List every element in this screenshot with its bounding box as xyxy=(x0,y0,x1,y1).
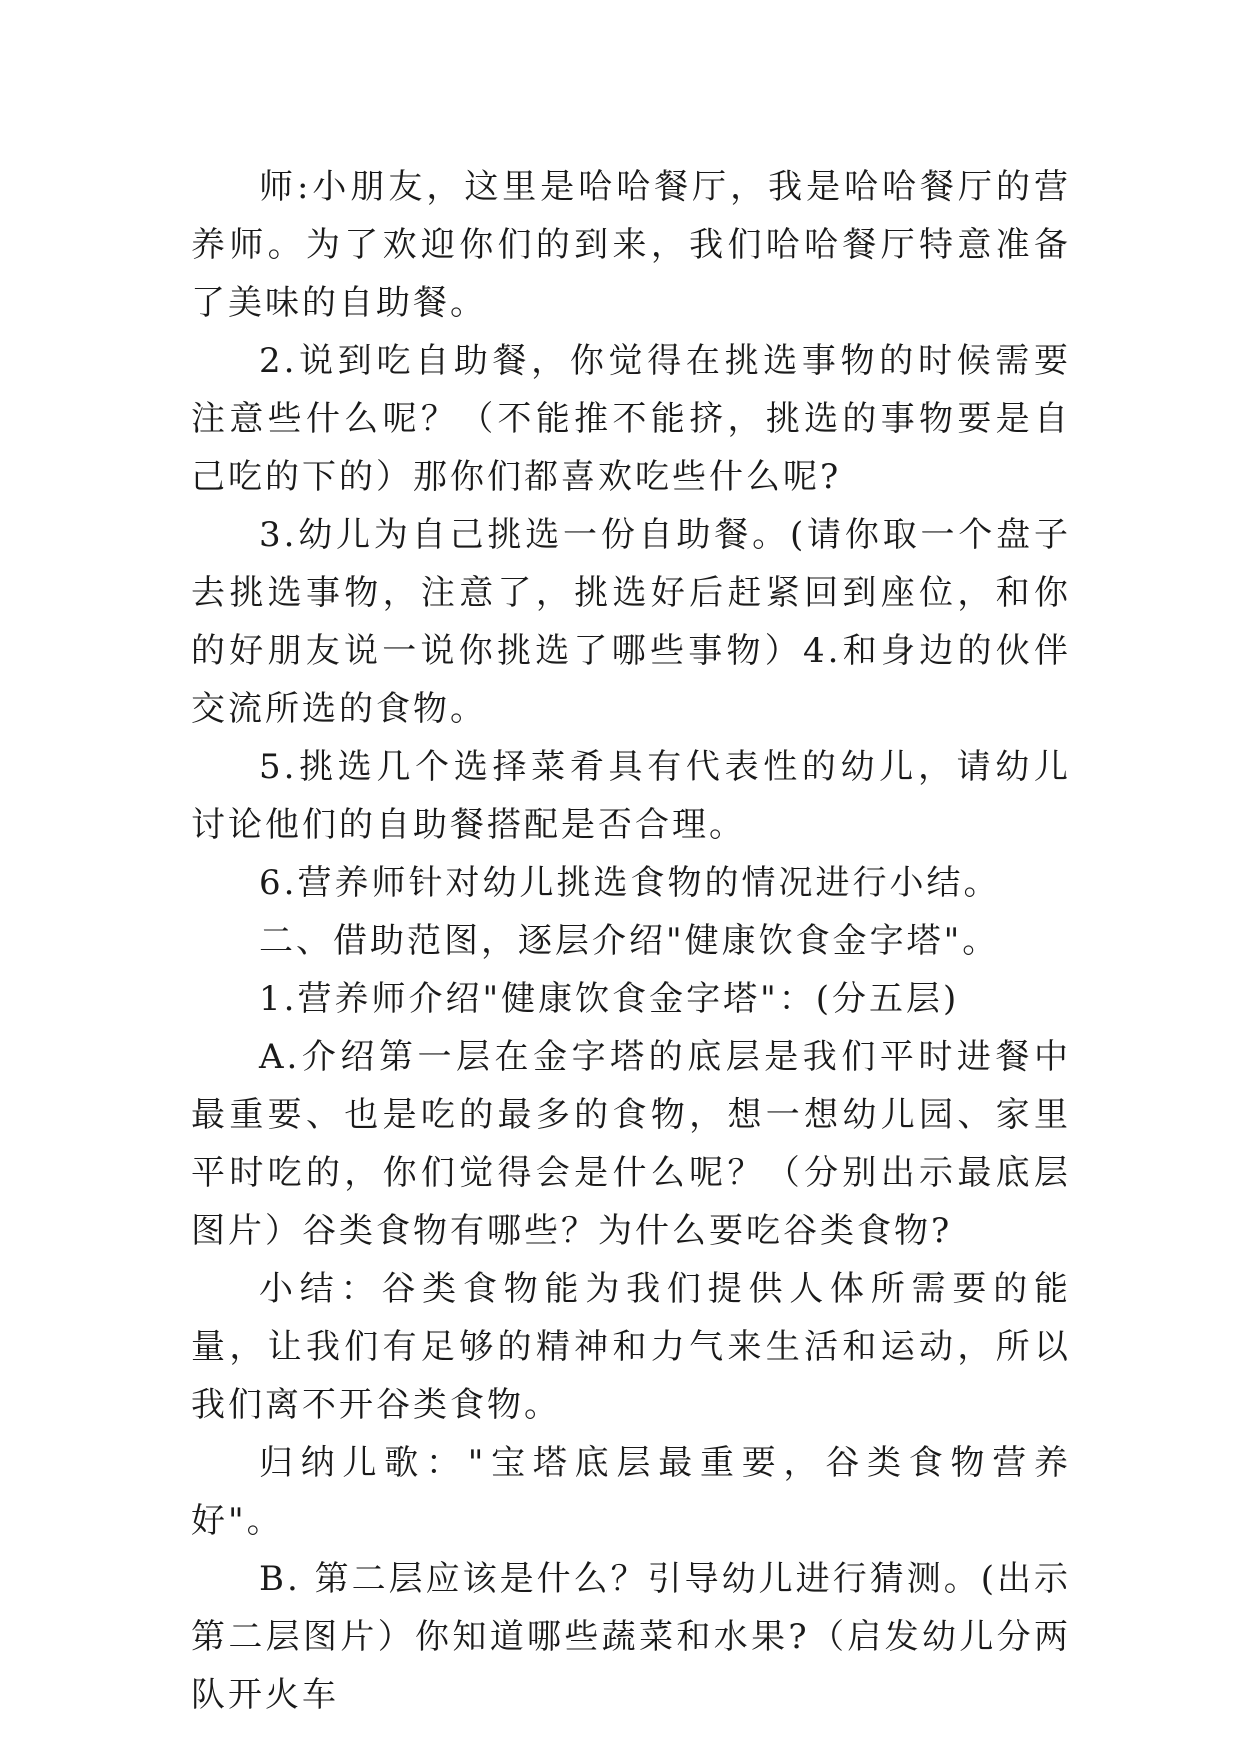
paragraph-teacher-intro: 师:小朋友，这里是哈哈餐厅，我是哈哈餐厅的营养师。为了欢迎你们的到来，我们哈哈餐厅特意准备了美味的自助餐。 xyxy=(191,167,1071,323)
paragraph-step-5: 5.挑选几个选择菜肴具有代表性的幼儿，请幼儿讨论他们的自助餐搭配是否合理。 xyxy=(191,747,1071,845)
paragraph-pyramid-intro: 1.营养师介绍"健康饮食金字塔"：(分五层) xyxy=(259,979,960,1019)
paragraph-step-2: 2.说到吃自助餐，你觉得在挑选事物的时候需要注意些什么呢？（不能推不能挤，挑选的事物要是自己吃的下的）那你们都喜欢吃些什么呢? xyxy=(191,341,1071,497)
paragraph-summary: 小结：谷类食物能为我们提供人体所需要的能量，让我们有足够的精神和力气来生活和运动，所以我们离不开谷类食物。 xyxy=(191,1269,1071,1425)
paragraph-layer-a: A.介绍第一层在金字塔的底层是我们平时进餐中最重要、也是吃的最多的食物，想一想幼儿园、家里平时吃的，你们觉得会是什么呢？（分别出示最底层图片）谷类食物有哪些？为什么要吃谷类食物? xyxy=(191,1037,1071,1251)
paragraph-rhyme: 归纳儿歌："宝塔底层最重要，谷类食物营养好"。 xyxy=(191,1443,1071,1541)
section-heading-2: 二、借助范图，逐层介绍"健康饮食金字塔"。 xyxy=(259,921,1000,961)
paragraph-step-6: 6.营养师针对幼儿挑选食物的情况进行小结。 xyxy=(259,863,1001,903)
paragraph-step-3-4: 3.幼儿为自己挑选一份自助餐。(请你取一个盘子去挑选事物，注意了，挑选好后赶紧回到座位，和你的好朋友说一说你挑选了哪些事物）4.和身边的伙伴交流所选的食物。 xyxy=(191,515,1071,729)
paragraph-layer-b: B. 第二层应该是什么？引导幼儿进行猜测。(出示第二层图片）你知道哪些蔬菜和水果?（启发幼儿分两队开火车 xyxy=(191,1559,1071,1715)
document-body xyxy=(191,158,1071,1724)
